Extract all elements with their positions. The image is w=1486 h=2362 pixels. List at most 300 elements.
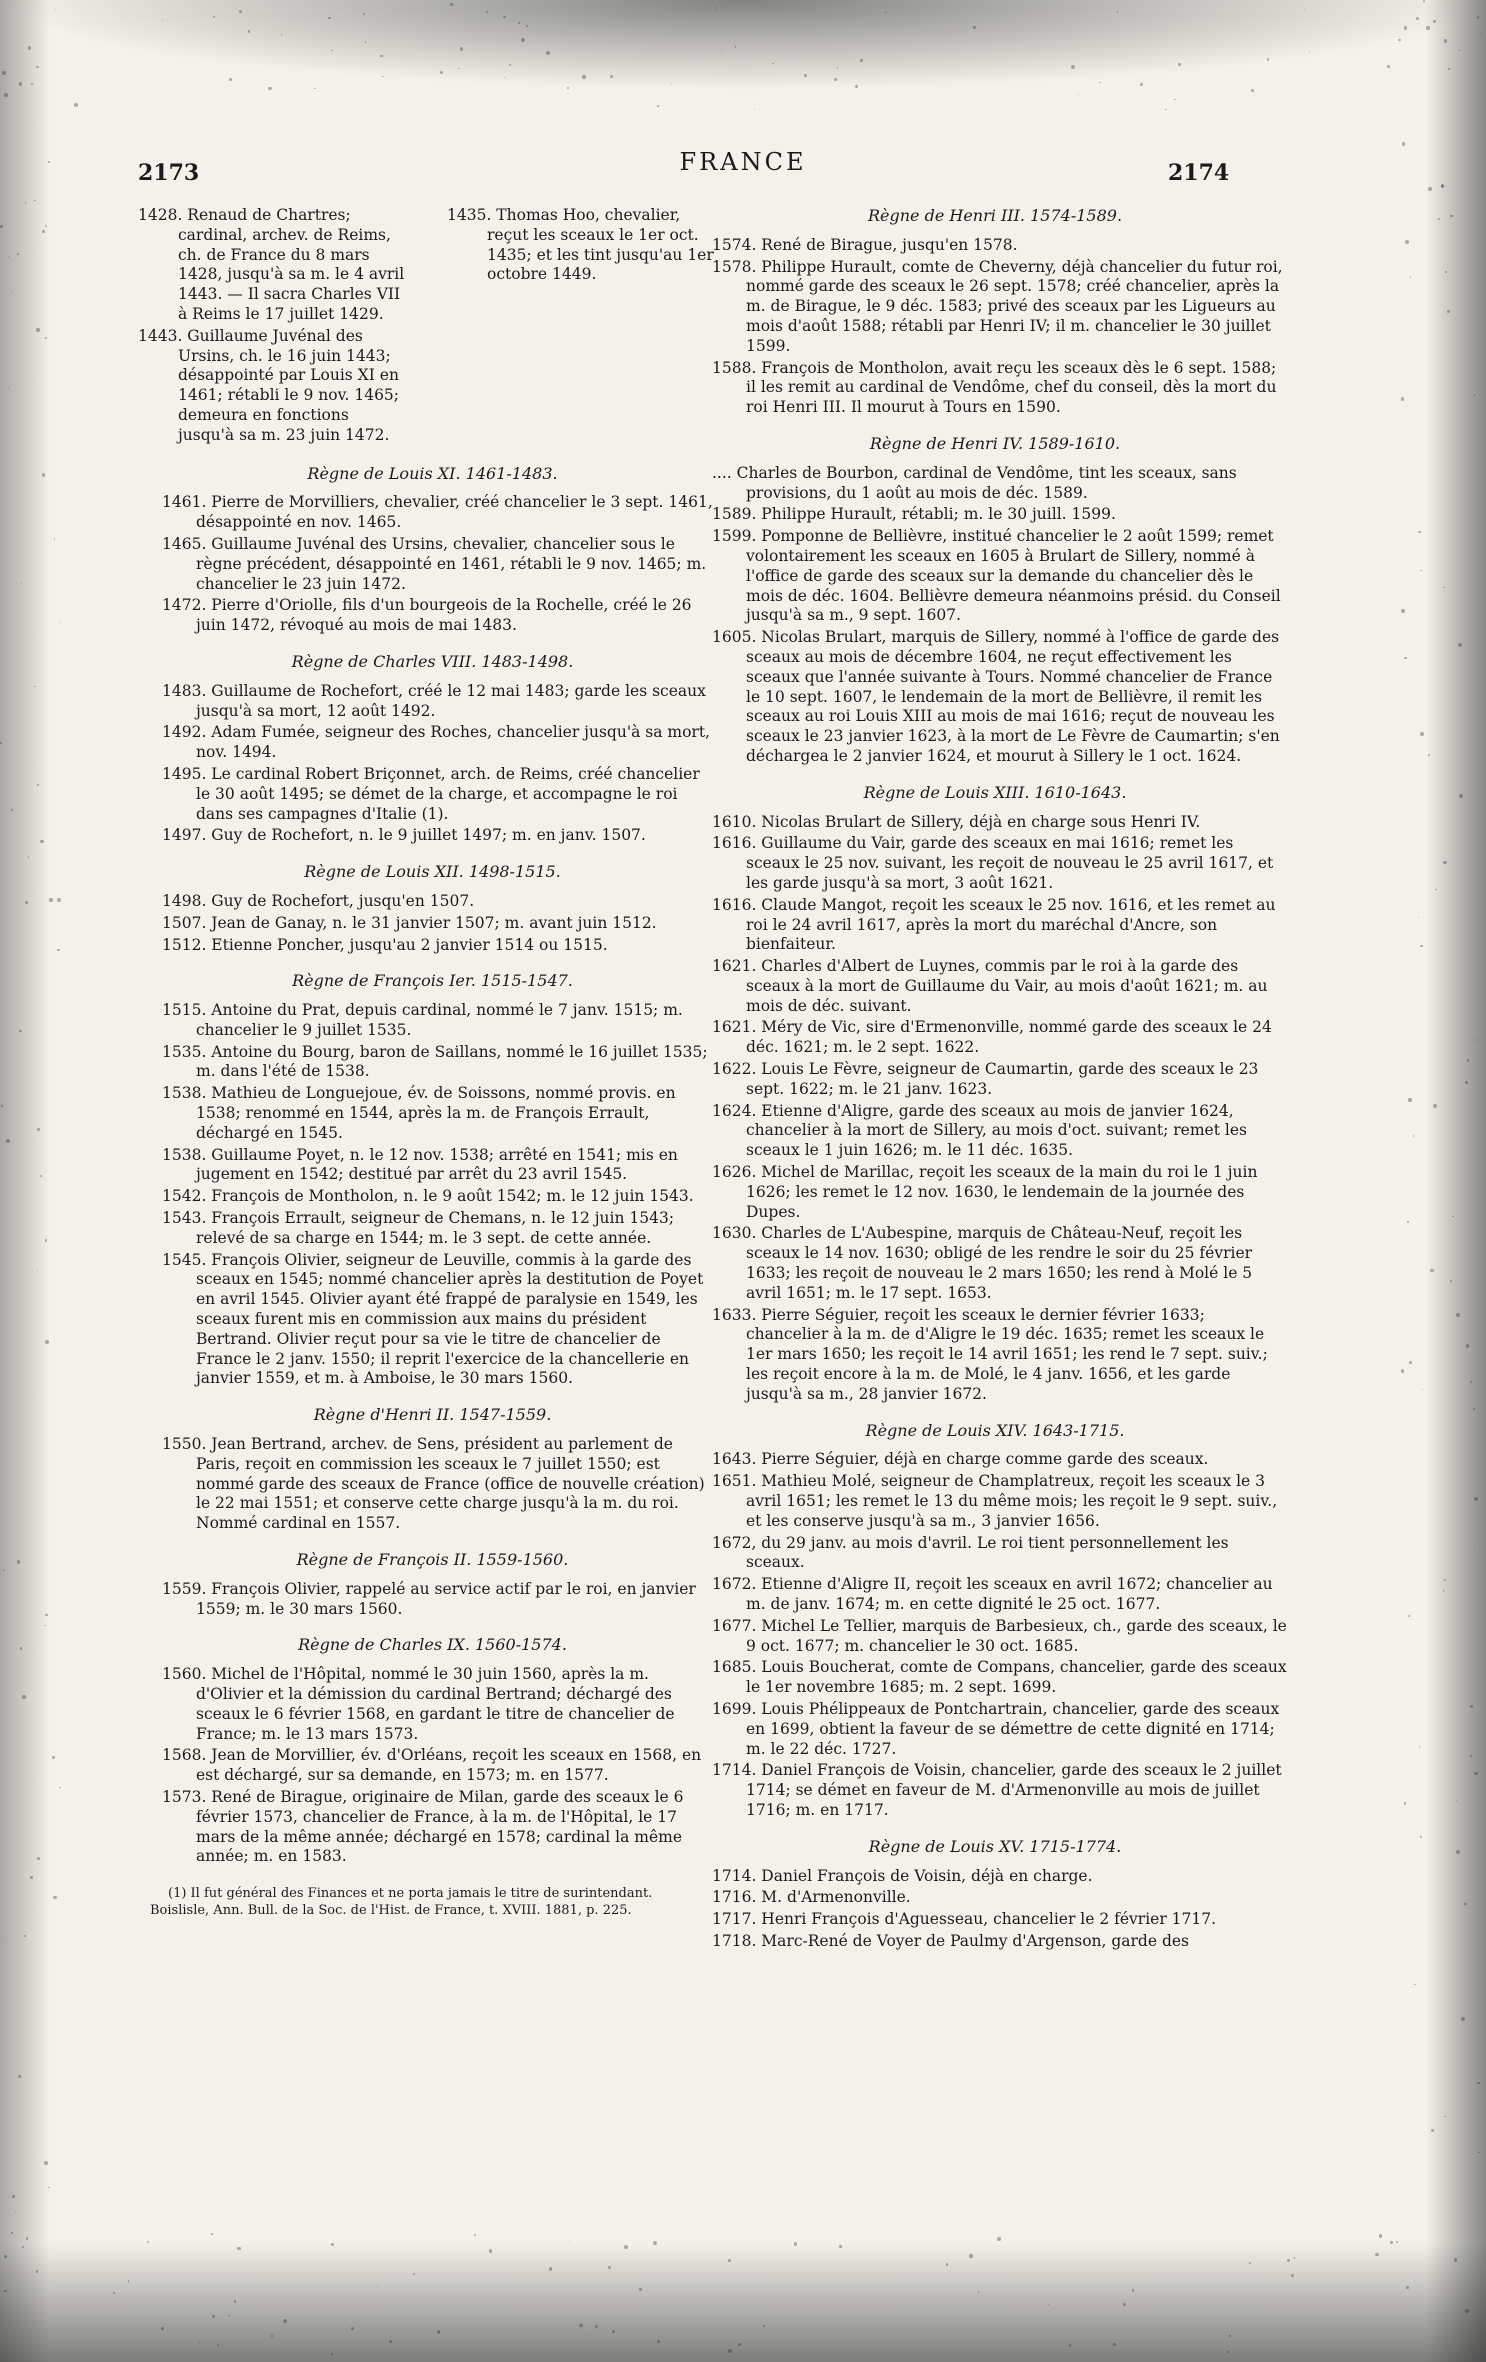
entry: 1677. Michel Le Tellier, marquis de Barbesieux, ch., garde des sceaux, le 9 oct. 1677; m. chancelier le 30 oct. 1685. bbox=[712, 1616, 1287, 1655]
scan-speck bbox=[45, 1340, 49, 1344]
scan-speck bbox=[1404, 657, 1406, 659]
scan-speck bbox=[1443, 1590, 1444, 1591]
scan-speck bbox=[549, 2267, 553, 2271]
scan-speck bbox=[328, 17, 331, 20]
scan-speck bbox=[1390, 2241, 1393, 2244]
scan-speck bbox=[504, 77, 505, 78]
scan-speck bbox=[1379, 2234, 1382, 2237]
scan-speck bbox=[1404, 1802, 1406, 1804]
scan-speck bbox=[1456, 1313, 1459, 1316]
scan-speck bbox=[1447, 310, 1450, 313]
scan-speck bbox=[728, 2259, 731, 2262]
scan-speck bbox=[1404, 26, 1407, 29]
scan-speck bbox=[212, 2315, 215, 2318]
scan-speck bbox=[1478, 2152, 1479, 2153]
entry: 1495. Le cardinal Robert Briçonnet, arch. de Reims, créé chancelier le 30 août 1495; se démet de la charge, et accompagne le roi dans ses campagnes d'Italie (1). bbox=[162, 764, 700, 823]
scan-speck bbox=[1473, 1408, 1475, 1410]
entry: 1560. Michel de l'Hôpital, nommé le 30 juin 1560, après la m. d'Olivier et la démission du cardinal Bertrand; déchargé des sceaux le 6 février 1568, en gardant le titre de chancelier de France; m. le 13 mars 1573. bbox=[162, 1665, 675, 1743]
scan-speck bbox=[1227, 2351, 1229, 2353]
entry: 1685. Louis Boucherat, comte de Compans, chancelier, garde des sceaux le 1er novembre 1685; m. 2 sept. 1699. bbox=[712, 1658, 1287, 1697]
scan-speck bbox=[34, 200, 35, 201]
scan-speck bbox=[1401, 1369, 1404, 1372]
scan-speck bbox=[450, 3, 453, 6]
scan-speck bbox=[804, 74, 807, 77]
scan-speck bbox=[509, 64, 511, 66]
scan-speck bbox=[1433, 1104, 1437, 1108]
scan-speck bbox=[1420, 570, 1421, 571]
scan-speck bbox=[772, 63, 774, 65]
scan-speck bbox=[612, 2330, 615, 2333]
scan-speck bbox=[22, 1695, 26, 1699]
scan-speck bbox=[234, 2300, 236, 2302]
reign-heading: Règne de Louis XIV. 1643-1715. bbox=[865, 1420, 1125, 1440]
scan-speck bbox=[1444, 39, 1447, 42]
scan-speck bbox=[6, 1139, 10, 1143]
reign-heading: Règne de Louis XI. 1461-1483. bbox=[307, 463, 558, 483]
scan-speck bbox=[53, 1896, 56, 1899]
scan-speck bbox=[608, 2266, 611, 2269]
scan-speck bbox=[1401, 609, 1405, 613]
scan-speck bbox=[671, 83, 672, 84]
scan-speck bbox=[1287, 2259, 1290, 2262]
entry: 1630. Charles de L'Aubespine, marquis de Château-Neuf, reçoit les sceaux le 14 nov. 1630; obligé de les rendre le soir du 25 février 1633; les reçoit de nouveau le 2 mars 1650; les rend à Molé le 5 avril 1651; m. le 17 sept. 1653. bbox=[712, 1224, 1253, 1302]
scan-speck bbox=[1452, 1216, 1454, 1218]
scan-speck bbox=[229, 78, 232, 81]
scan-speck bbox=[57, 898, 61, 902]
scan-speck bbox=[1339, 2351, 1340, 2352]
scan-speck bbox=[1474, 1548, 1475, 1549]
scan-speck bbox=[1448, 68, 1450, 70]
scan-speck bbox=[1402, 142, 1405, 145]
scan-speck bbox=[365, 41, 367, 43]
scan-speck bbox=[1, 1105, 3, 1107]
scan-speck bbox=[1174, 99, 1176, 101]
scan-speck bbox=[161, 2327, 164, 2330]
entry: 1512. Etienne Poncher, jusqu'au 2 janvier 1514 ou 1515. bbox=[162, 935, 608, 954]
scan-shadow-right bbox=[1426, 0, 1486, 2362]
right-column bbox=[700, 190, 1290, 1954]
early-list-b bbox=[447, 206, 715, 448]
entry: 1465. Guillaume Juvénal des Ursins, chevalier, chancelier sous le règne précédent, désappointé en 1461, rétabli le 9 nov. 1465; m. chancelier le 23 juin 1472. bbox=[162, 534, 707, 593]
scan-speck bbox=[19, 1030, 21, 1032]
entry: 1507. Jean de Ganay, n. le 31 janvier 1507; m. avant juin 1512. bbox=[162, 913, 657, 932]
scan-speck bbox=[1433, 20, 1436, 23]
entry: 1573. René de Birague, originaire de Milan, garde des sceaux le 6 février 1573, chancelier de France, à la m. de l'Hôpital, le 17 mars de la même année; déchargé en 1578; cardinal la même année; m. en 1583. bbox=[162, 1787, 684, 1866]
scan-speck bbox=[1117, 11, 1118, 12]
entry: 1550. Jean Bertrand, archev. de Sens, président au parlement de Paris, reçoit en commission les sceaux le 7 juillet 1550; est nommé garde des sceaux de France (office de nouvelle création) le 22 mai 1551; et conserve cette charge jusqu'à la m. du roi. Nommé cardinal en 1557. bbox=[162, 1435, 705, 1533]
entry: 1616. Guillaume du Vair, garde des sceaux en mai 1616; remet les sceaux le 25 nov. suivant, les reçoit de nouveau le 25 avril 1617, et les garde jusqu'à sa mort, 3 août 1621. bbox=[712, 834, 1274, 892]
scan-speck bbox=[213, 16, 215, 18]
scan-speck bbox=[1465, 2309, 1468, 2312]
entry: 1699. Louis Phélippeaux de Pontchartrain, chancelier, garde des sceaux en 1699, obtient la faveur de se démettre de cette dignité en 1714; m. le 22 déc. 1727. bbox=[712, 1699, 1280, 1758]
scan-speck bbox=[11, 292, 12, 293]
scan-speck bbox=[55, 9, 56, 10]
scan-speck bbox=[639, 2288, 643, 2292]
scan-speck bbox=[503, 16, 506, 19]
scan-speck bbox=[211, 2233, 213, 2235]
entry: 1543. François Errault, seigneur de Chemans, n. le 12 juin 1543; relevé de sa charge en 1544; m. le 3 sept. de cette année. bbox=[162, 1209, 675, 1247]
scan-speck bbox=[1410, 276, 1412, 278]
entry: 1559. François Olivier, rappelé au service actif par le roi, en janvier 1559; m. le 30 mars 1560. bbox=[162, 1579, 696, 1618]
scan-speck bbox=[1445, 271, 1447, 273]
scan-speck bbox=[15, 2212, 16, 2213]
scan-speck bbox=[31, 83, 33, 85]
scan-speck bbox=[1418, 917, 1419, 918]
scan-speck bbox=[1420, 1836, 1422, 1838]
scan-speck bbox=[44, 2161, 48, 2165]
reign-heading: Règne de Louis XIII. 1610-1643. bbox=[863, 782, 1127, 802]
scan-speck bbox=[36, 2270, 38, 2272]
scan-speck bbox=[11, 809, 13, 811]
scan-speck bbox=[526, 25, 528, 27]
scan-speck bbox=[237, 2247, 240, 2250]
scan-speck bbox=[1467, 1059, 1469, 1061]
scan-speck bbox=[26, 2237, 29, 2240]
scan-speck bbox=[4, 2255, 7, 2258]
scan-speck bbox=[1178, 63, 1181, 66]
scan-speck bbox=[248, 30, 250, 32]
scan-speck bbox=[2, 71, 6, 75]
entry: 1714. Daniel François de Voisin, chancelier, garde des sceaux le 2 juillet 1714; se démet en faveur de M. d'Armenonville au mois de juillet 1716; m. en 1717. bbox=[712, 1761, 1282, 1819]
scan-speck bbox=[715, 7, 716, 8]
entry: 1651. Mathieu Molé, seigneur de Champlatreux, reçoit les sceaux le 3 avril 1651; les remet le 13 du même mois; les reçoit le 9 sept. suiv., et les conserve jusqu'à sa m., 3 janvier 1656. bbox=[712, 1472, 1278, 1530]
entry: 1610. Nicolas Brulart de Sillery, déjà en charge sous Henri IV. bbox=[712, 812, 1201, 831]
scan-speck bbox=[45, 225, 47, 227]
scan-speck bbox=[147, 2241, 149, 2243]
scan-speck bbox=[25, 202, 27, 204]
scan-speck bbox=[351, 2327, 354, 2330]
scan-speck bbox=[1466, 1344, 1470, 1348]
scan-speck bbox=[728, 2349, 732, 2353]
scan-speck bbox=[1387, 65, 1390, 68]
entry: 1714. Daniel François de Voisin, déjà en charge. bbox=[712, 1866, 1093, 1885]
page-number-left: 2173 bbox=[138, 160, 200, 186]
scan-speck bbox=[22, 2246, 24, 2248]
scan-speck bbox=[1470, 1755, 1472, 1757]
scan-speck bbox=[37, 1270, 38, 1271]
entry: 1718. Marc-René de Voyer de Paulmy d'Argenson, garde des bbox=[712, 1931, 1190, 1950]
scan-speck bbox=[837, 67, 838, 68]
scan-speck bbox=[582, 75, 585, 78]
scan-shadow-left bbox=[0, 0, 50, 2362]
entry: 1717. Henri François d'Aguesseau, chancelier le 2 février 1717. bbox=[712, 1910, 1217, 1929]
scan-speck bbox=[1474, 394, 1476, 396]
entry: 1483. Guillaume de Rochefort, créé le 12 mai 1483; garde les sceaux jusqu'à sa mort, 12 août 1492. bbox=[162, 681, 706, 720]
scan-speck bbox=[1416, 17, 1419, 20]
scan-speck bbox=[1251, 89, 1254, 92]
scan-speck bbox=[217, 2344, 220, 2347]
scan-speck bbox=[1469, 1037, 1470, 1038]
scan-speck bbox=[4, 93, 8, 97]
scan-speck bbox=[1459, 49, 1461, 51]
entry: 1545. François Olivier, seigneur de Leuville, commis à la garde des sceaux en 1545; nommé chancelier après la destitution de Poyet en avril 1545. Olivier ayant été frappé de paralysie en 1549, les sceaux furent mis en commission aux mains du président Bertrand. Olivier reçut pour sa vie le titre de chancelier de France le 2 janv. 1550; il reprit l'exercice de la chancellerie en janvier 1559, et m. à Amboise, le 30 mars 1560. bbox=[162, 1250, 704, 1388]
entry: 1443. Guillaume Juvénal des Ursins, ch. le 16 juin 1443; désappointé par Louis XI en 1461; rétabli le 9 nov. 1465; demeura en fonctions jusqu'à sa m. 23 juin 1472. bbox=[138, 326, 400, 444]
scan-speck bbox=[45, 1614, 48, 1617]
scan-speck bbox=[1396, 2241, 1398, 2243]
scan-speck bbox=[1165, 109, 1166, 110]
entry: 1538. Guillaume Poyet, n. le 12 nov. 1538; arrêté en 1541; mis en jugement en 1542; destitué par arrêt du 23 avril 1545. bbox=[162, 1145, 678, 1184]
scan-speck bbox=[45, 337, 47, 339]
scan-speck bbox=[521, 38, 525, 42]
scan-speck bbox=[1470, 1705, 1473, 1708]
scan-speck bbox=[721, 50, 722, 51]
scan-speck bbox=[8, 256, 10, 258]
scan-speck bbox=[363, 13, 365, 15]
scan-speck bbox=[18, 2075, 21, 2078]
scan-speck bbox=[1461, 2017, 1465, 2021]
scan-speck bbox=[1443, 587, 1444, 588]
scan-speck bbox=[268, 87, 272, 91]
scan-speck bbox=[946, 2263, 948, 2265]
scan-speck bbox=[474, 2234, 476, 2236]
scan-speck bbox=[546, 51, 550, 55]
scan-speck bbox=[437, 2331, 440, 2334]
reign-heading: Règne de Henri IV. 1589-1610. bbox=[869, 433, 1121, 453]
entry: 1605. Nicolas Brulart, marquis de Sillery, nommé à l'office de garde des sceaux au mois de décembre 1604, ne reçut effectivement les sceaux que l'année suivante à Tours. Nommé chancelier de France le 10 sept. 1607, le lendemain de la mort de Bellièvre, il remit les sceaux au roi Louis XIII au mois de mai 1616; reçut de nouveau les sceaux le 23 janvier 1623, à la mort de Le Fèvre de Caumartin; s'en déchargea le 2 janvier 1624, et mourut à Sillery le 1 oct. 1624. bbox=[712, 628, 1280, 765]
reign-heading: Règne de Louis XV. 1715-1774. bbox=[868, 1836, 1122, 1856]
scan-speck bbox=[1408, 1098, 1411, 1101]
scan-speck bbox=[1069, 2344, 1071, 2346]
scan-speck bbox=[1294, 2257, 1295, 2258]
scan-speck bbox=[42, 230, 45, 233]
scan-speck bbox=[489, 2249, 492, 2252]
scan-speck bbox=[1401, 397, 1404, 400]
scan-speck bbox=[1398, 39, 1400, 41]
reign-heading: Règne de Charles IX. 1560-1574. bbox=[298, 1635, 567, 1655]
scan-speck bbox=[331, 50, 332, 51]
scan-speck bbox=[4, 2290, 6, 2292]
entry: 1535. Antoine du Bourg, baron de Saillans, nommé le 16 juillet 1535; m. dans l'été de 1538. bbox=[162, 1042, 708, 1081]
scan-speck bbox=[738, 2343, 741, 2346]
scan-speck bbox=[113, 2292, 115, 2294]
scan-speck bbox=[74, 103, 78, 107]
scan-speck bbox=[657, 105, 659, 107]
reign-heading: Règne de François Ier. 1515-1547. bbox=[292, 971, 573, 991]
entry: 1643. Pierre Séguier, déjà en charge comme garde des sceaux. bbox=[712, 1450, 1209, 1469]
scan-speck bbox=[1450, 1280, 1452, 1282]
scan-speck bbox=[1418, 531, 1420, 533]
scan-speck bbox=[518, 22, 520, 24]
scan-speck bbox=[21, 583, 23, 585]
scan-speck bbox=[12, 2195, 15, 2198]
early-chancellors bbox=[138, 206, 715, 448]
entry: 1599. Pomponne de Bellièvre, institué chancelier le 2 août 1599; remet volontairement les sceaux en 1605 à Brulart de Sillery, nommé à l'office de garde des sceaux sur la demande du chancelier dès le mois de déc. 1604. Bellièvre demeura néanmoins présid. du Conseil jusqu'à sa m., 9 sept. 1607. bbox=[712, 527, 1281, 625]
scan-speck bbox=[794, 2242, 797, 2245]
scan-speck bbox=[228, 2315, 230, 2317]
scan-speck bbox=[20, 1647, 23, 1650]
scan-speck bbox=[0, 225, 3, 228]
scan-speck bbox=[1420, 945, 1423, 948]
scan-speck bbox=[198, 2342, 200, 2344]
scan-speck bbox=[1409, 1361, 1412, 1364]
entry: 1716. M. d'Armenonville. bbox=[712, 1888, 911, 1907]
scan-speck bbox=[569, 2241, 570, 2242]
scan-speck bbox=[28, 46, 32, 50]
scan-speck bbox=[587, 2335, 588, 2336]
scan-speck bbox=[1099, 82, 1101, 84]
scan-speck bbox=[283, 2319, 287, 2323]
scan-speck bbox=[40, 840, 43, 843]
scan-speck bbox=[331, 2353, 333, 2355]
scan-speck bbox=[1406, 2286, 1409, 2289]
scan-speck bbox=[1113, 2343, 1116, 2346]
left-reign-sections bbox=[150, 464, 715, 1868]
scan-speck bbox=[1132, 2289, 1135, 2292]
scan-speck bbox=[42, 473, 45, 476]
entry: 1578. Philippe Hurault, comte de Cheverny, déjà chancelier du futur roi, nommé garde des sceaux le 26 sept. 1578; créé chancelier, après la m. de Birague, le 9 déc. 1583; privé des sceaux par les Ligueurs au mois d'août 1588; rétabli par Henri IV; il m. chancelier le 30 juillet 1599. bbox=[712, 257, 1283, 355]
scan-speck bbox=[1048, 2304, 1049, 2305]
scan-speck bbox=[657, 2340, 660, 2343]
scan-speck bbox=[44, 1625, 45, 1626]
scan-speck bbox=[1419, 1746, 1420, 1747]
scan-speck bbox=[1470, 1381, 1472, 1383]
scan-speck bbox=[17, 253, 18, 254]
entry: 1435. Thomas Hoo, chevalier, reçut les sceaux le 1er oct. 1435; et les tint jusqu'au 1er octobre 1449. bbox=[447, 206, 714, 284]
scan-speck bbox=[1407, 1221, 1409, 1223]
scan-speck bbox=[49, 898, 52, 901]
scan-speck bbox=[1309, 52, 1311, 54]
scan-speck bbox=[839, 2245, 841, 2247]
scan-speck bbox=[30, 1876, 32, 1878]
scan-speck bbox=[1477, 16, 1479, 18]
scan-speck bbox=[54, 538, 56, 540]
scan-speck bbox=[486, 11, 488, 13]
scan-speck bbox=[1078, 94, 1079, 95]
scan-speck bbox=[1456, 1800, 1457, 1801]
scan-speck bbox=[57, 949, 60, 952]
early-list-a bbox=[138, 206, 406, 448]
scan-speck bbox=[3, 1569, 5, 1571]
entry: 1588. François de Montholon, avait reçu les sceaux dès le 6 sept. 1588; il les remit au cardinal de Vendôme, chef du conseil, dès la mort du roi Henri III. Il mourut à Tours en 1590. bbox=[712, 358, 1277, 417]
scan-speck bbox=[973, 26, 976, 29]
scan-speck bbox=[567, 87, 569, 89]
scan-speck bbox=[1405, 240, 1409, 244]
scan-speck bbox=[1071, 65, 1075, 69]
entry: 1621. Méry de Vic, sire d'Ermenonville, nommé garde des sceaux le 24 déc. 1621; m. le 2 sept. 1622. bbox=[712, 1018, 1272, 1057]
right-reign-sections bbox=[700, 206, 1290, 1952]
scan-speck bbox=[1414, 1984, 1416, 1986]
scan-speck bbox=[36, 328, 39, 331]
scan-speck bbox=[1465, 1081, 1468, 1084]
scan-speck bbox=[653, 2241, 657, 2245]
scan-speck bbox=[1140, 83, 1143, 86]
scan-speck bbox=[969, 2254, 972, 2257]
scan-speck bbox=[1464, 1903, 1467, 1906]
entry: 1621. Charles d'Albert de Luynes, commis par le roi à la garde des sceaux à la mort de Guillaume du Vair, au mois d'août 1621; m. au mois de déc. suivant. bbox=[712, 957, 1268, 1015]
scan-speck bbox=[389, 2340, 392, 2343]
scan-speck bbox=[735, 46, 737, 48]
entry: 1589. Philippe Hurault, rétabli; m. le 30 juill. 1599. bbox=[712, 505, 1116, 524]
scan-speck bbox=[413, 2273, 415, 2275]
scan-speck bbox=[579, 2324, 582, 2327]
entry: 1633. Pierre Séguier, reçoit les sceaux le dernier février 1633; chancelier à la m. de d'Aligre le 19 déc. 1635; remet les sceaux le 1er mars 1650; les reçoit le 14 avril 1651; les rend le 7 sept. suiv.; les reçoit encore à la m. de Molé, le 4 janv. 1656, et les garde jusqu'à sa m., 28 janvier 1672. bbox=[712, 1305, 1268, 1403]
scan-speck bbox=[1444, 1579, 1446, 1581]
scan-speck bbox=[860, 59, 863, 62]
scan-speck bbox=[855, 85, 858, 88]
entry: 1568. Jean de Morvillier, év. d'Orléans, reçoit les sceaux en 1568, en est déchargé, sur sa demande, en 1573; m. en 1577. bbox=[162, 1746, 702, 1785]
scan-speck bbox=[314, 88, 315, 89]
scan-speck bbox=[1480, 33, 1481, 34]
scan-speck bbox=[763, 2325, 765, 2327]
page-number-right: 2174 bbox=[1168, 160, 1230, 186]
scan-speck bbox=[34, 686, 35, 687]
scan-speck bbox=[1229, 2335, 1230, 2336]
scan-speck bbox=[1431, 2129, 1434, 2132]
running-title: FRANCE bbox=[679, 148, 807, 176]
scan-speck bbox=[595, 2325, 598, 2328]
entry: 1622. Louis Le Fèvre, seigneur de Caumartin, garde des sceaux le 23 sept. 1622; m. le 21 janv. 1623. bbox=[712, 1060, 1259, 1098]
footnote: (1) Il fut général des Finances et ne porta jamais le titre de surintendant. Boislisle, Ann. Bull. de la Soc. de l'Hist. de France, t. XVIII. 1881, p. 225. bbox=[150, 1886, 653, 1919]
scan-speck bbox=[1444, 2116, 1445, 2117]
scan-speck bbox=[1291, 2274, 1294, 2277]
scan-speck bbox=[28, 856, 29, 857]
entry: 1624. Etienne d'Aligre, garde des sceaux au mois de janvier 1624, chancelier à la mort de Sillery, au mois d'oct. suivant; remet les sceaux le 1 juin 1626; m. le 11 déc. 1635. bbox=[712, 1101, 1247, 1160]
scan-speck bbox=[1474, 1497, 1478, 1501]
scan-speck bbox=[1423, 0, 1425, 2]
entry: 1672. Etienne d'Aligre II, reçoit les sceaux en avril 1672; chancelier au m. de janv. 1674; m. en cette dignité le 25 oct. 1677. bbox=[712, 1575, 1273, 1613]
entry: 1574. René de Birague, jusqu'en 1578. bbox=[712, 235, 1018, 254]
entry: 1498. Guy de Rochefort, jusqu'en 1507. bbox=[162, 891, 475, 910]
scan-speck bbox=[1375, 2253, 1378, 2256]
scan-speck bbox=[25, 901, 28, 904]
scan-speck bbox=[37, 1857, 40, 1860]
scan-speck bbox=[239, 10, 242, 13]
scan-speck bbox=[1123, 2303, 1126, 2306]
scan-speck bbox=[281, 34, 282, 35]
scan-speck bbox=[1441, 184, 1444, 187]
scan-speck bbox=[1413, 1135, 1415, 1137]
scan-speck bbox=[382, 76, 383, 77]
scan-speck bbox=[48, 2187, 50, 2189]
scan-speck bbox=[1443, 861, 1446, 864]
scan-speck bbox=[380, 55, 383, 58]
scan-speck bbox=[1435, 889, 1436, 890]
scan-speck bbox=[781, 35, 782, 36]
entry: 1461. Pierre de Morvilliers, chevalier, créé chancelier le 3 sept. 1461, désappointé en nov. 1465. bbox=[162, 493, 713, 532]
scan-speck bbox=[1249, 2262, 1252, 2265]
scan-speck bbox=[162, 20, 163, 21]
left-column bbox=[138, 206, 715, 1932]
scan-speck bbox=[1477, 1039, 1479, 1041]
scan-speck bbox=[377, 2286, 379, 2288]
scan-speck bbox=[1450, 215, 1452, 217]
scan-speck bbox=[997, 2237, 1001, 2241]
scan-speck bbox=[331, 2243, 335, 2247]
reign-heading: Règne de Louis XII. 1498-1515. bbox=[304, 862, 561, 882]
scan-speck bbox=[1420, 732, 1424, 736]
scan-speck bbox=[460, 47, 464, 51]
scan-speck bbox=[8, 387, 9, 388]
scan-speck bbox=[1456, 1850, 1460, 1854]
entry: 1515. Antoine du Prat, depuis cardinal, nommé le 7 janv. 1515; m. chancelier le 9 juillet 1535. bbox=[162, 1001, 683, 1039]
scan-speck bbox=[1267, 58, 1270, 61]
reign-heading: Règne d'Henri II. 1547-1559. bbox=[313, 1405, 552, 1425]
scan-speck bbox=[128, 2280, 129, 2281]
entry: 1626. Michel de Marillac, reçoit les sceaux de la main du roi le 1 juin 1626; les remet le 12 nov. 1630, le lendemain de la journée des Dupes. bbox=[712, 1163, 1258, 1221]
entry: 1472. Pierre d'Oriolle, fils d'un bourgeois de la Rochelle, créé le 26 juin 1472, révoqué au mois de mai 1483. bbox=[162, 596, 692, 635]
scan-speck bbox=[37, 784, 39, 786]
scan-speck bbox=[1408, 1615, 1410, 1617]
scan-speck bbox=[1454, 2258, 1458, 2262]
scan-speck bbox=[1430, 1269, 1434, 1273]
scan-speck bbox=[885, 12, 886, 13]
scan-speck bbox=[17, 1560, 21, 1564]
scan-speck bbox=[59, 1787, 61, 1789]
scan-speck bbox=[59, 622, 60, 623]
entry: .... Charles de Bourbon, cardinal de Vendôme, tint les sceaux, sans provisions, du 1 août au mois de déc. 1589. bbox=[712, 463, 1237, 502]
reign-heading: Règne de Henri III. 1574-1589. bbox=[867, 206, 1123, 225]
scan-speck bbox=[19, 82, 23, 86]
